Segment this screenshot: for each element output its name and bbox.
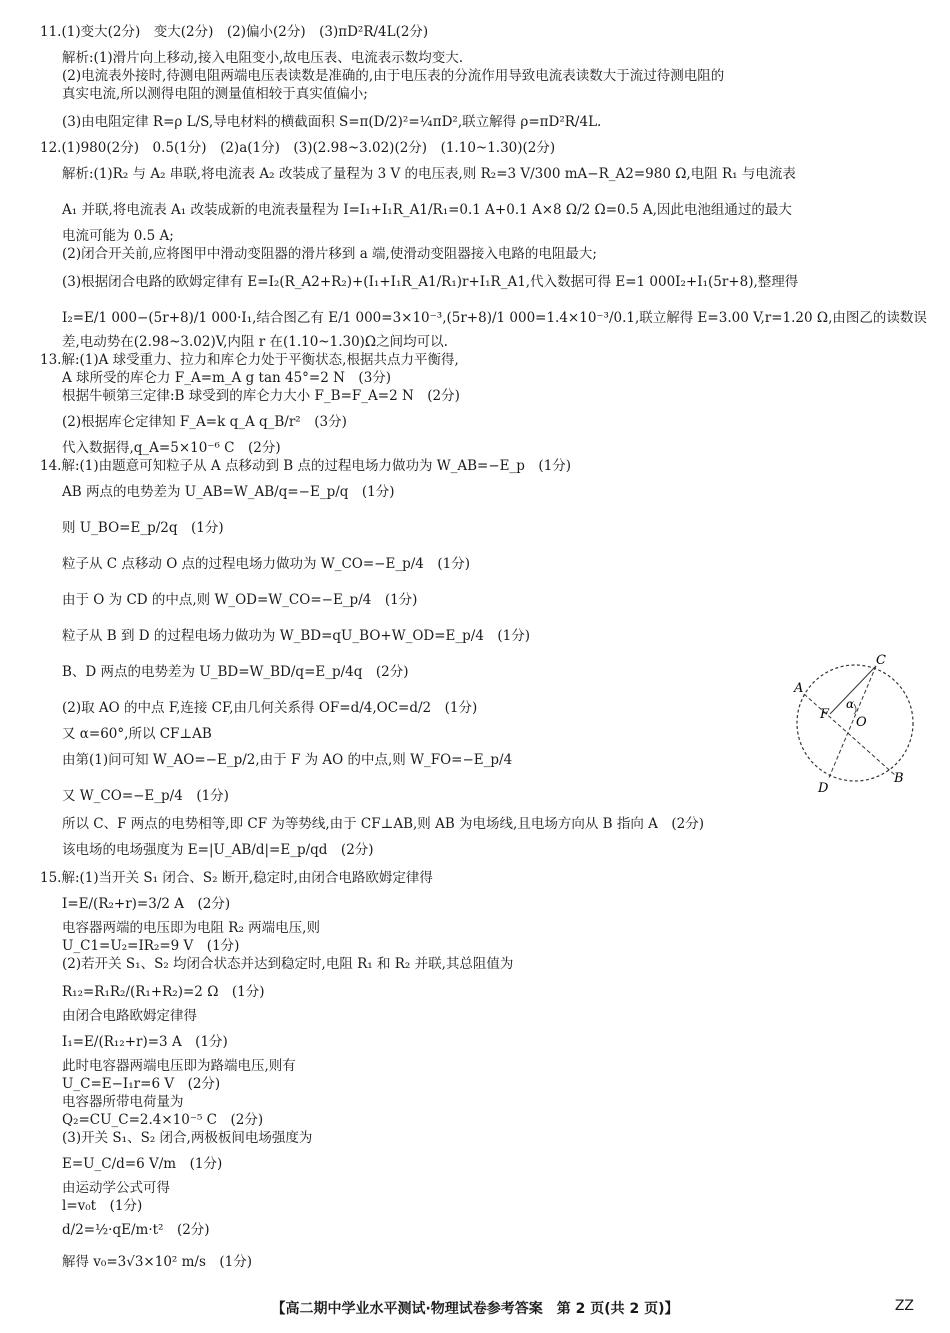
angle-arc [854, 704, 856, 714]
text-line: 粒子从 B 到 D 的过程电场力做功为 W_BD=qU_BO+W_OD=E_p/4 (1分) [62, 628, 531, 644]
text-line: (2)根据库仑定律知 F_A=k q_A q_B/r² (3分) [62, 414, 347, 430]
text-line: A 球所受的库仑力 F_A=m_A g tan 45°=2 N (3分) [62, 370, 392, 386]
text-line: AB 两点的电势差为 U_AB=W_AB/q=−E_p/q (1分) [62, 484, 395, 500]
text-line: (3)开关 S₁、S₂ 闭合,两极板间电场强度为 [62, 1130, 313, 1146]
text-line: 13.解:(1)A 球受重力、拉力和库仑力处于平衡状态,根据共点力平衡得, [40, 352, 459, 368]
circle-field-figure [790, 652, 920, 794]
text-line: I₁=E/(R₁₂+r)=3 A (1分) [62, 1034, 228, 1050]
text-line: 真实电流,所以测得电阻的测量值相较于真实值偏小; [62, 86, 368, 102]
label-c: C [876, 653, 886, 668]
text-line: 由闭合电路欧姆定律得 [62, 1008, 197, 1024]
label-f: F [820, 707, 830, 722]
text-line: 根据牛顿第三定律:B 球受到的库仑力大小 F_B=F_A=2 N (2分) [62, 388, 460, 404]
page-footer: 【高二期中学业水平测试·物理试卷参考答案 第 2 页(共 2 页)】 [271, 1301, 679, 1317]
text-line: I=E/(R₂+r)=3/2 A (2分) [62, 896, 231, 912]
text-line: U_C1=U₂=IR₂=9 V (1分) [62, 938, 240, 954]
text-line: 由于 O 为 CD 的中点,则 W_OD=W_CO=−E_p/4 (1分) [62, 592, 418, 608]
text-line: 粒子从 C 点移动 O 点的过程电场力做功为 W_CO=−E_p/4 (1分) [62, 556, 471, 572]
text-line: 由运动学公式可得 [62, 1180, 170, 1196]
text-line: Q₂=CU_C=2.4×10⁻⁵ C (2分) [62, 1112, 264, 1128]
text-line: U_C=E−I₁r=6 V (2分) [62, 1076, 221, 1092]
label-a: A [794, 681, 804, 696]
text-line: d/2=½·qE/m·t² (2分) [62, 1222, 210, 1238]
text-line: 15.解:(1)当开关 S₁ 闭合、S₂ 断开,稳定时,由闭合电路欧姆定律得 [40, 870, 433, 886]
text-line: 代入数据得,q_A=5×10⁻⁶ C (2分) [62, 440, 281, 456]
text-line: 11.(1)变大(2分) 变大(2分) (2)偏小(2分) (3)πD²R/4L(2分) [40, 24, 429, 40]
text-line: E=U_C/d=6 V/m (1分) [62, 1156, 223, 1172]
text-line: 12.(1)980(2分) 0.5(1分) (2)a(1分) (3)(2.98~3.02)(2分) (1.10~1.30)(2分) [40, 140, 556, 156]
text-line: 差,电动势在(2.98~3.02)V,内阻 r 在(1.10~1.30)Ω之间均可以. [62, 334, 448, 350]
text-line: 由第(1)问可知 W_AO=−E_p/2,由于 F 为 AO 的中点,则 W_FO=−E_p/4 [62, 752, 513, 768]
label-b: B [894, 771, 904, 786]
text-line: 电容器所带电荷量为 [62, 1094, 184, 1110]
text-line: 解析:(1)R₂ 与 A₂ 串联,将电流表 A₂ 改装成了量程为 3 V 的电压表,则 R₂=3 V/300 mA−R_A2=980 Ω,电阻 R₁ 与电流表 [62, 166, 796, 182]
text-line: (2)取 AO 的中点 F,连接 CF,由几何关系得 OF=d/4,OC=d/2 (1分) [62, 700, 478, 716]
text-line: 电流可能为 0.5 A; [62, 228, 174, 244]
text-line: (3)根据闭合电路的欧姆定律有 E=I₂(R_A2+R₂)+(I₁+I₁R_A1/R₁)r+I₁R_A1,代入数据可得 E=1 000I₂+I₁(5r+8),整理得 [62, 274, 799, 290]
text-line: B、D 两点的电势差为 U_BD=W_BD/q=E_p/4q (2分) [62, 664, 409, 680]
label-d: D [818, 781, 829, 794]
text-line: R₁₂=R₁R₂/(R₁+R₂)=2 Ω (1分) [62, 984, 265, 1000]
label-alpha: α [846, 697, 855, 711]
text-line: I₂=E/1 000−(5r+8)/1 000·I₁,结合图乙有 E/1 000=3×10⁻³,(5r+8)/1 000=1.4×10⁻³/0.1,联立解得 E=3.00 V,r=1.20 Ω,由图乙的读数误 [62, 310, 927, 326]
text-line: (2)电流表外接时,待测电阻两端电压表读数是准确的,由于电压表的分流作用导致电流表读数大于流过待测电阻的 [62, 68, 725, 84]
text-line: 电容器两端的电压即为电阻 R₂ 两端电压,则 [62, 920, 320, 936]
text-line: A₁ 并联,将电流表 A₁ 改装成新的电流表量程为 I=I₁+I₁R_A1/R₁=0.1 A+0.1 A×8 Ω/2 Ω=0.5 A,因此电池组通过的最大 [62, 202, 792, 218]
text-line: 则 U_BO=E_p/2q (1分) [62, 520, 224, 536]
text-line: (2)闭合开关前,应将图甲中滑动变阻器的滑片移到 a 端,使滑动变阻器接入电路的电阻最大; [62, 246, 597, 262]
text-line: 所以 C、F 两点的电势相等,即 CF 为等势线,由于 CF⊥AB,则 AB 为电场线,且电场方向从 B 指向 A (2分) [62, 816, 704, 832]
text-line: 解析:(1)滑片向上移动,接入电阻变小,故电压表、电流表示数均变大. [62, 50, 464, 66]
text-line: (2)若开关 S₁、S₂ 均闭合状态并达到稳定时,电阻 R₁ 和 R₂ 并联,其总阻值为 [62, 956, 514, 972]
text-line: 解得 v₀=3√3×10² m/s (1分) [62, 1254, 253, 1270]
dashed-circle [797, 665, 913, 781]
text-line: 此时电容器两端电压即为路端电压,则有 [62, 1058, 296, 1074]
text-line: 又 α=60°,所以 CF⊥AB [62, 726, 212, 742]
text-line: l=v₀t (1分) [62, 1198, 143, 1214]
corner-code: ZZ [894, 1298, 914, 1314]
text-line: 14.解:(1)由题意可知粒子从 A 点移动到 B 点的过程电场力做功为 W_AB=−E_p (1分) [40, 458, 572, 474]
line-cd [828, 666, 876, 780]
label-o: O [856, 715, 867, 730]
text-line: (3)由电阻定律 R=ρ L/S,导电材料的横截面积 S=π(D/2)²=¼πD²,联立解得 ρ=πD²R/4L. [62, 114, 602, 130]
text-line: 该电场的电场强度为 E=|U_AB/d|=E_p/qd (2分) [62, 842, 374, 858]
text-line: 又 W_CO=−E_p/4 (1分) [62, 788, 229, 804]
